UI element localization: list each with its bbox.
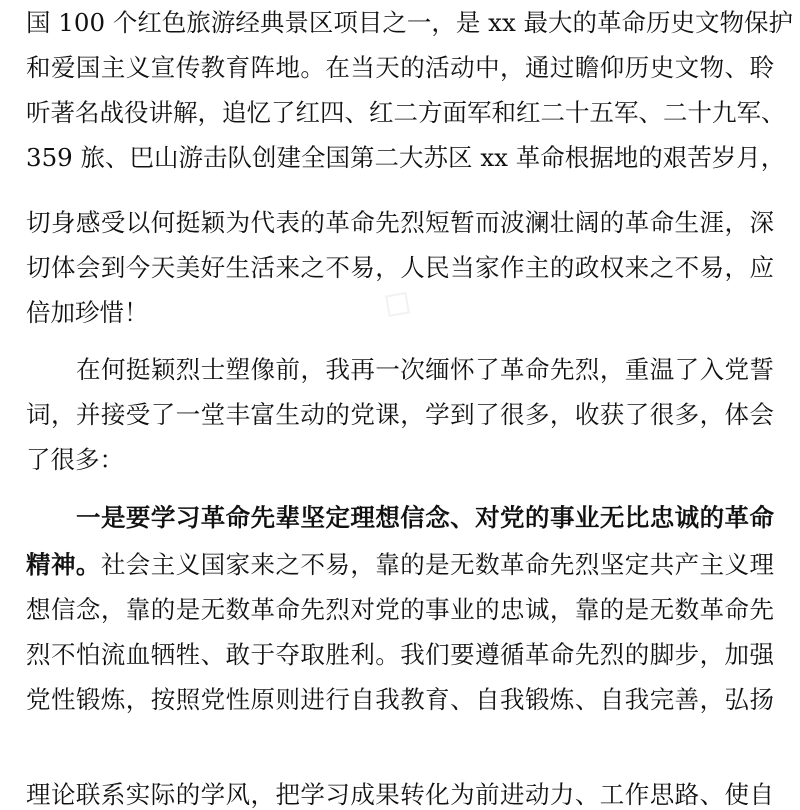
text-line: 了很多： (26, 445, 124, 474)
text-line: 想信念，靠的是无数革命先烈对党的事业的忠诚，靠的是无数革命先 (26, 595, 774, 624)
text-line: 切身感受以何挺颖为代表的革命先烈短暂而波澜壮阔的革命生涯，深 (26, 208, 774, 237)
watermark: ◇ (367, 277, 424, 329)
text-line: 国 100 个红色旅游经典景区项目之一，是 xx 最大的革命历史文物保护 (26, 8, 794, 37)
text-line: 烈不怕流血牺牲、敢于夺取胜利。我们要遵循革命先烈的脚步，加强 (26, 640, 774, 669)
text-line: 359 旅、巴山游击队创建全国第二大苏区 xx 革命根据地的艰苦岁月， (26, 143, 786, 172)
text-span: 社会主义国家来之不易，靠的是无数革命先烈坚定共产主义理 (100, 550, 775, 579)
heading-end: 精神。 (26, 550, 101, 579)
text-line: 理论联系实际的学风，把学习成果转化为前进动力、工作思路、使自 (26, 780, 774, 809)
text-line: 词，并接受了一堂丰富生动的党课，学到了很多，收获了很多，体会 (26, 400, 774, 429)
text-line: 听著名战役讲解，追忆了红四、红二方面军和红二十五军、二十九军、 (26, 98, 786, 127)
text-line: 在何挺颖烈士塑像前，我再一次缅怀了革命先烈，重温了入党誓 (76, 355, 774, 384)
heading-line: 一是要学习革命先辈坚定理想信念、对党的事业无比忠诚的革命 (76, 503, 774, 532)
text-line: 党性锻炼，按照党性原则进行自我教育、自我锻炼、自我完善，弘扬 (26, 685, 774, 714)
text-line: 和爱国主义宣传教育阵地。在当天的活动中，通过瞻仰历史文物、聆 (26, 53, 774, 82)
text-line (26, 550, 774, 580)
text-line: 切体会到今天美好生活来之不易，人民当家作主的政权来之不易，应 (26, 253, 774, 282)
text-line: 倍加珍惜！ (26, 298, 149, 327)
